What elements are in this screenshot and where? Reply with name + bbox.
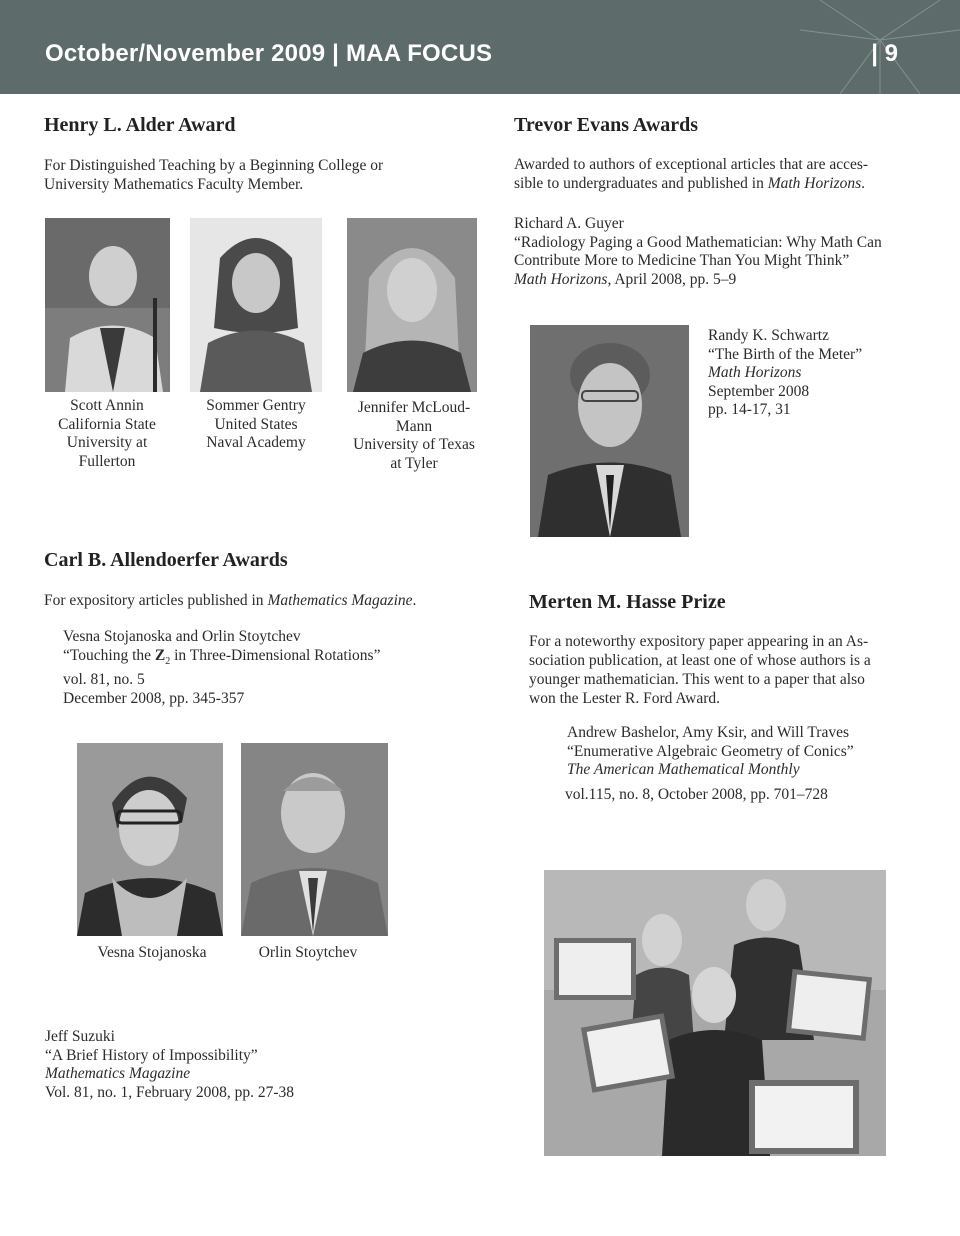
evans-intro: Awarded to authors of exceptional articles that are acces- sible to undergraduates and published in Math Horizons. [514,156,869,192]
photo-jennifer-mcloud-mann [347,218,477,392]
caption-vesna-stojanoska: Vesna Stojanoska [97,944,207,961]
hasse-intro: For a noteworthy expository paper appearing in an As- sociation publication, at least one of whose authors is a younger mathematician. This went to a paper that also won the Lester R. Ford Award. [529,633,871,707]
hasse-entry-details: vol.115, no. 8, October 2008, pp. 701–728 [565,786,828,803]
evans-entry-schwartz: Randy K. Schwartz “The Birth of the Meter” Math Horizons September 2008 pp. 14-17, 31 [708,327,863,418]
allendoerfer-heading: Carl B. Allendoerfer Awards [44,549,288,571]
page-number: | 9 [871,40,898,67]
caption-orlin-stoytchev: Orlin Stoytchev [258,944,358,961]
alder-intro [44,156,383,194]
photo-randy-schwartz [530,325,689,537]
caption-sommer-gentry: Sommer Gentry United States Naval Academy [206,397,306,451]
alder-intro-line1: For Distinguished Teaching by a Beginning College or [44,157,384,174]
hasse-heading: Merten M. Hasse Prize [529,591,726,613]
allendoerfer-intro: For expository articles published in Mathematics Magazine. [44,592,417,609]
caption-scott-annin: Scott Annin California State University at Fullerton [58,397,156,470]
evans-entry-guyer: Richard A. Guyer “Radiology Paging a Good Mathematician: Why Math Can Contribute More to Medicine Than You Might Think” Math Horizons, April 2008, pp. 5–9 [514,215,882,288]
issue-title: October/November 2009 | MAA FOCUS [45,40,493,67]
photo-sommer-gentry [190,218,322,392]
caption-jennifer-mcloud-mann: Jennifer McLoud- Mann University of Texas at Tyler [353,399,475,472]
evans-heading: Trevor Evans Awards [514,114,699,136]
allendoerfer-entry-suzuki: Jeff Suzuki “A Brief History of Impossibility” Mathematics Magazine Vol. 81, no. 1, February 2008, pp. 27-38 [45,1028,294,1101]
hasse-entry: Andrew Bashelor, Amy Ksir, and Will Traves “Enumerative Algebraic Geometry of Conics” The American Mathematical Monthly [567,724,854,778]
alder-intro-line2: University Mathematics Faculty Member. [44,176,304,193]
photo-scott-annin [45,218,170,392]
photo-hasse-prize-winners [544,870,886,1156]
photo-vesna-stojanoska [77,743,223,936]
photo-orlin-stoytchev [241,743,388,936]
allendoerfer-entry-stojanoska: Vesna Stojanoska and Orlin Stoytchev “Touching the $Z_2$ in Three-Dimensional Rotations” vol. 81, no. 5 December 2008, pp. 345-357 [63,628,381,707]
alder-heading: Henry L. Alder Award [44,114,236,136]
page-header [0,0,960,94]
